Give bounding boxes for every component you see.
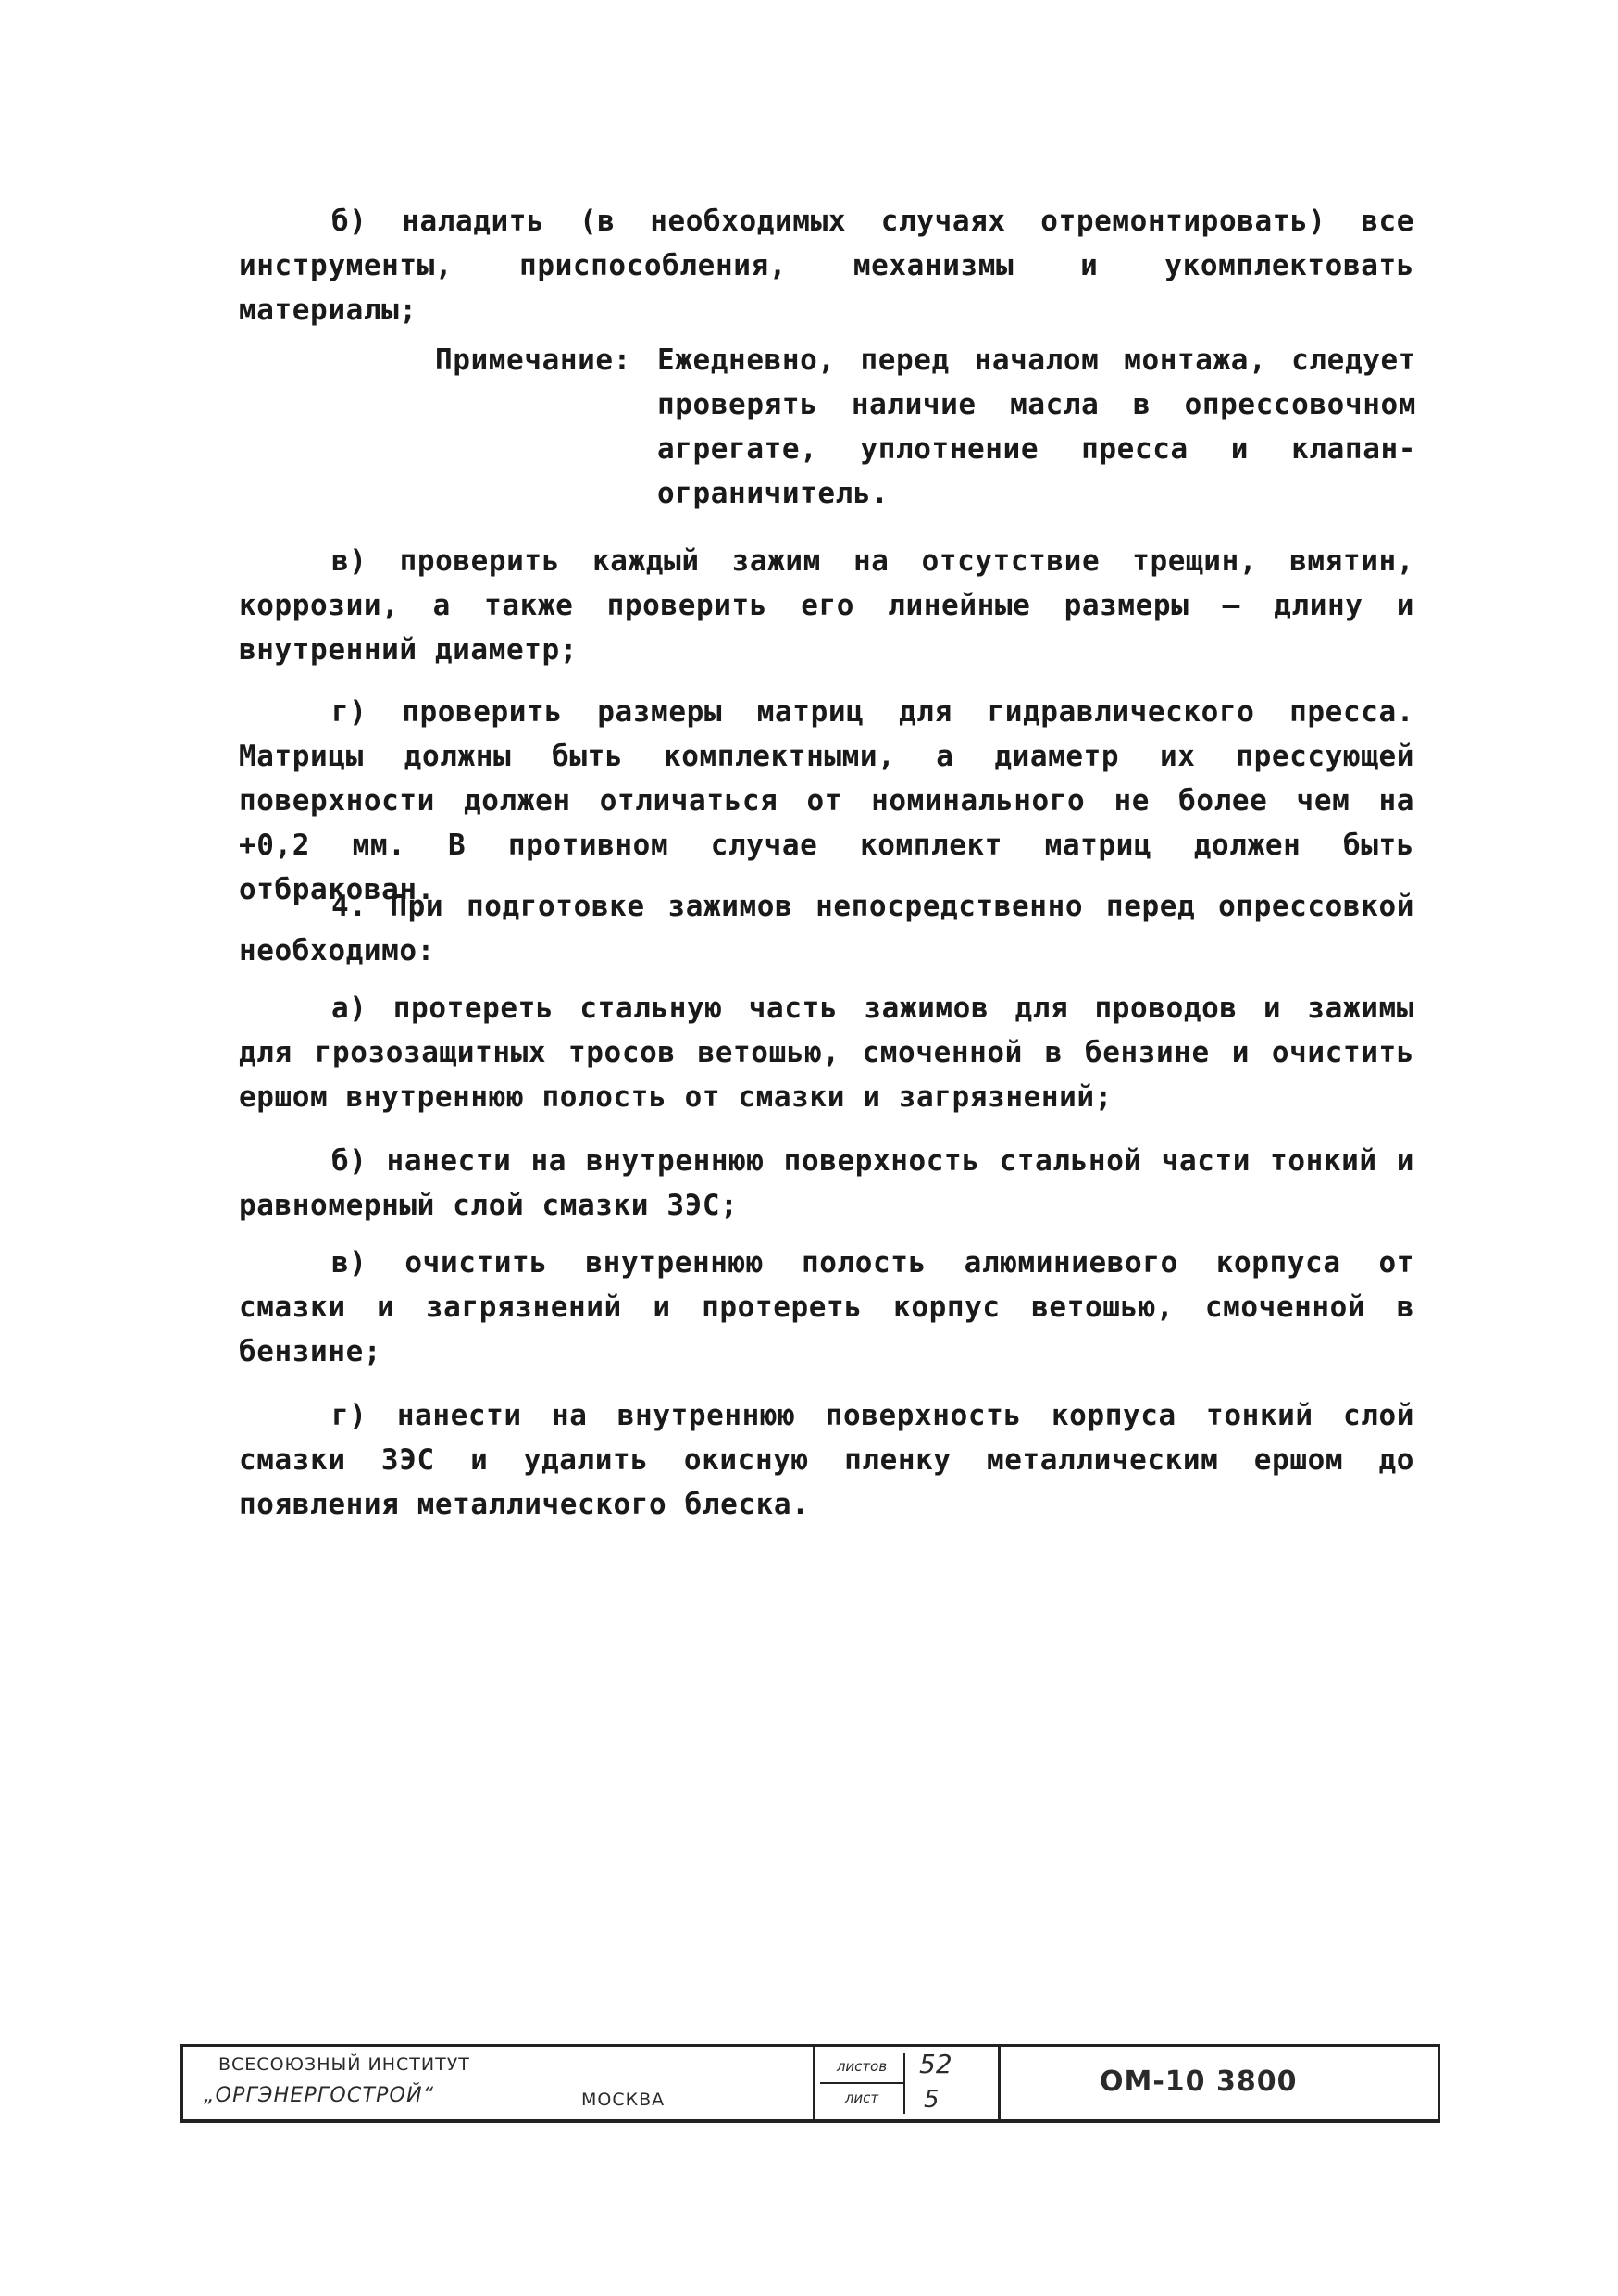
paragraph-b: б) наладить (в необходимых случаях отремонтировать) все инструменты, приспособления, механизмы и укомплектовать материалы; (239, 205, 1433, 327)
note-block (435, 338, 1416, 516)
city-name: МОСКВА (581, 2090, 666, 2110)
note-label: Примечание: (435, 343, 631, 377)
title-block-stamp (180, 2044, 1440, 2123)
sheet-label: лист (820, 2084, 905, 2114)
institute-name: ВСЕСОЮЗНЫЙ ИНСТИТУТ (218, 2054, 470, 2075)
note-text: Ежедневно, перед началом монтажа, следует проверять наличие масла в опрессовочном агрегате, уплотнение пресса и клапан-ограничитель. (657, 343, 1416, 510)
paragraph-g: г) проверить размеры матриц для гидравлического пресса. Матрицы должны быть комплектными, а диаметр их прессующей поверхности должен отличаться от номинального не более чем на +0,2 мм. В противном случае комплект матриц должен быть отбракован. (239, 695, 1433, 906)
paragraph-4v: в) очистить внутреннюю полость алюминиевого корпуса от смазки и загрязнений и протереть корпус ветошью, смоченной в бензине; (239, 1246, 1433, 1368)
document-code: ОМ-10 3800 (1100, 2065, 1298, 2098)
paragraph-v: в) проверить каждый зажим на отсутствие трещин, вмятин, коррозии, а также проверить его линейные размеры – длину и внутренний диаметр; (239, 544, 1433, 667)
stamp-institute-cell (183, 2047, 815, 2119)
sheets-count: 52 (919, 2049, 952, 2079)
paragraph-4: 4. При подготовке зажимов непосредственно перед опрессовкой необходимо: (239, 890, 1433, 967)
paragraph-4g: г) нанести на внутреннюю поверхность корпуса тонкий слой смазки ЗЭС и удалить окисную пленку металлическим ершом до появления металлического блеска. (239, 1399, 1433, 1521)
sheets-label: листов (820, 2053, 905, 2084)
paragraph-4b: б) нанести на внутреннюю поверхность стальной части тонкий и равномерный слой смазки ЗЭС; (239, 1144, 1433, 1222)
sheet-number: 5 (924, 2086, 940, 2114)
organization-name: „ОРГЭНЕРГОСТРОЙ“ (204, 2084, 435, 2107)
stamp-sheets-cell (813, 2047, 1001, 2119)
paragraph-4a: а) протереть стальную часть зажимов для проводов и зажимы для грозозащитных тросов ветошью, смоченной в бензине и очистить ершом внутреннюю полость от смазки и загрязнений; (239, 992, 1433, 1114)
